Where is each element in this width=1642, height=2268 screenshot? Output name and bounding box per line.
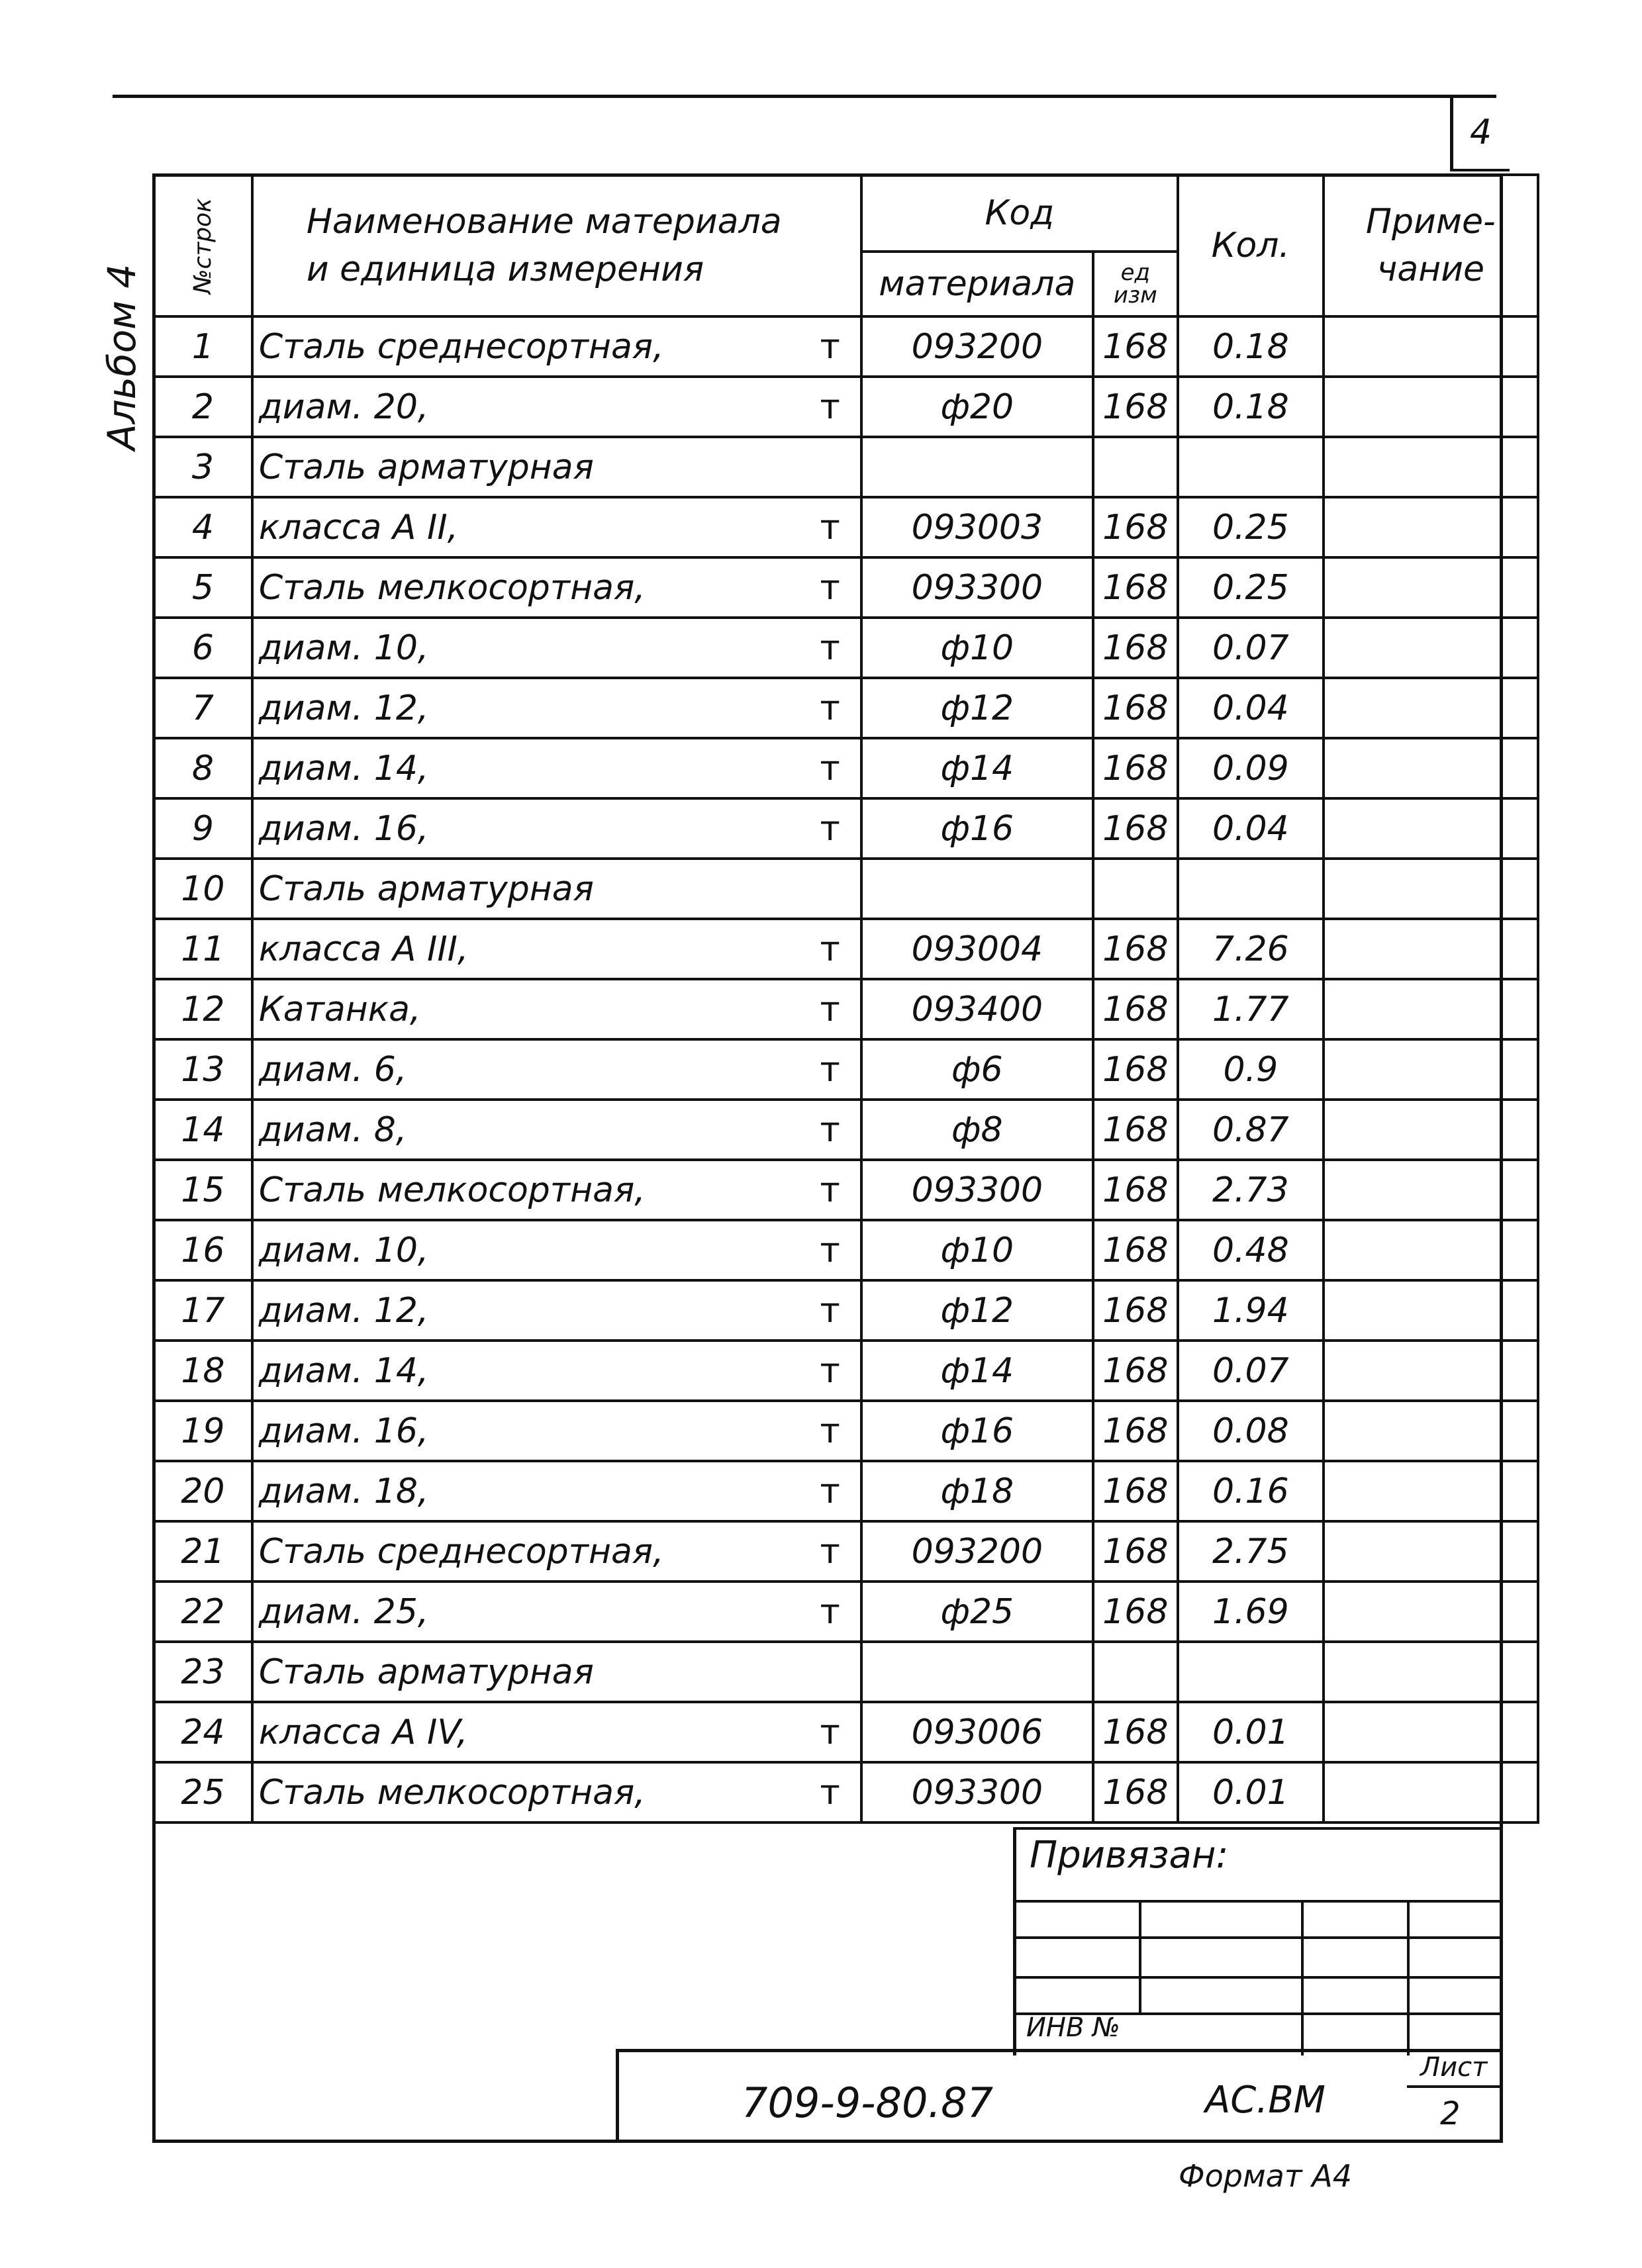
material-code: ф14 [861,738,1093,798]
document-code: АС.ВМ [1205,2079,1326,2122]
material-name-text: диам. 16, [258,1411,429,1451]
unit-abbrev: т [820,387,840,427]
note [1324,437,1538,497]
unit-code: 168 [1093,1341,1178,1401]
stamp-top-border [1013,1827,1503,1830]
unit-abbrev: т [820,628,840,668]
table-row [154,859,1538,919]
title-block-left-border [616,2049,619,2143]
top-border-line [113,95,1496,98]
table-row [154,1160,1538,1220]
format-label: Формат А4 [1179,2158,1352,2194]
note [1324,1160,1538,1220]
table-row [154,678,1538,738]
table-row [154,1762,1538,1822]
row-number: 8 [154,738,252,798]
quantity: 0.48 [1178,1220,1324,1280]
material-code: ф25 [861,1582,1093,1642]
material-name-text: диам. 12, [258,688,429,728]
row-number: 9 [154,798,252,859]
unit-abbrev: т [820,1713,840,1752]
unit-abbrev: т [820,688,840,728]
row-number: 12 [154,979,252,1039]
material-code: ф20 [861,377,1093,437]
quantity: 0.9 [1178,1039,1324,1100]
unit-code: 168 [1093,1160,1178,1220]
unit-code: 168 [1093,1220,1178,1280]
quantity: 2.73 [1178,1160,1324,1220]
material-code: ф10 [861,618,1093,678]
note [1324,1582,1538,1642]
row-number: 19 [154,1401,252,1461]
unit-code: 168 [1093,1280,1178,1341]
material-code: 093004 [861,919,1093,979]
quantity [1178,859,1324,919]
note [1324,1220,1538,1280]
material-code: ф10 [861,1220,1093,1280]
header-code-material: материала [861,252,1093,316]
material-name-text: диам. 25, [258,1591,429,1632]
unit-abbrev: т [820,1351,840,1391]
material-name [252,1039,861,1100]
stamp-grid-line [1013,1936,1503,1939]
unit-code [1093,1642,1178,1702]
material-name [252,1582,861,1642]
material-name [252,1762,861,1822]
album-label: Альбом 4 [99,263,144,450]
stamp-grid-col [1407,1900,1410,2055]
table-row [154,1100,1538,1160]
row-number: 25 [154,1762,252,1822]
header-qty: Кол. [1178,175,1324,316]
page-number-box-base [1450,169,1510,171]
material-code: 093300 [861,1160,1093,1220]
quantity: 1.69 [1178,1582,1324,1642]
note [1324,1702,1538,1762]
quantity: 0.08 [1178,1401,1324,1461]
header-row-no: №строк [154,175,252,316]
note [1324,377,1538,437]
inventory-label: ИНВ № [1026,2012,1120,2043]
material-name-text: диам. 10, [258,628,429,668]
material-name [252,437,861,497]
unit-abbrev: т [820,1592,840,1632]
unit-code: 168 [1093,678,1178,738]
material-code [861,859,1093,919]
header-code: Код [861,175,1178,252]
title-block-top-border [616,2049,1503,2052]
unit-abbrev: т [820,1231,840,1270]
unit-code: 168 [1093,979,1178,1039]
material-name [252,1521,861,1582]
table-row [154,798,1538,859]
material-name-text: Сталь мелкосортная, [258,1170,646,1210]
material-code: 093400 [861,979,1093,1039]
row-number: 15 [154,1160,252,1220]
material-name-text: Сталь мелкосортная, [258,567,646,608]
material-name [252,316,861,377]
material-code: 093300 [861,1762,1093,1822]
quantity: 0.18 [1178,316,1324,377]
table-row [154,738,1538,798]
material-name-text: Сталь арматурная [258,1652,594,1692]
material-spec-table [152,173,1539,1824]
material-code: 093300 [861,557,1093,618]
unit-abbrev: т [820,568,840,608]
material-name-text: класса А IV, [258,1712,468,1752]
material-code: 093200 [861,1521,1093,1582]
material-code: ф14 [861,1341,1093,1401]
row-number: 14 [154,1100,252,1160]
table-row [154,1039,1538,1100]
material-name [252,678,861,738]
note [1324,316,1538,377]
page-number: 4 [1470,113,1492,152]
material-code: ф12 [861,678,1093,738]
row-number: 5 [154,557,252,618]
unit-code [1093,437,1178,497]
table-row [154,979,1538,1039]
unit-code: 168 [1093,557,1178,618]
unit-abbrev: т [820,1532,840,1572]
material-name-text: диам. 12, [258,1290,429,1331]
material-code: ф16 [861,798,1093,859]
note [1324,1642,1538,1702]
unit-code: 168 [1093,1702,1178,1762]
table-row [154,316,1538,377]
material-name [252,1280,861,1341]
stamp-left-border [1013,1827,1016,2055]
unit-abbrev: т [820,508,840,547]
row-number: 13 [154,1039,252,1100]
note [1324,1521,1538,1582]
quantity: 0.01 [1178,1702,1324,1762]
table-row [154,1280,1538,1341]
material-code: ф6 [861,1039,1093,1100]
unit-code: 168 [1093,497,1178,557]
stamp-grid-col [1301,1900,1304,2055]
row-number: 4 [154,497,252,557]
material-name [252,798,861,859]
row-number: 7 [154,678,252,738]
material-code: ф18 [861,1461,1093,1521]
unit-abbrev: т [820,990,840,1029]
quantity: 2.75 [1178,1521,1324,1582]
note [1324,557,1538,618]
material-name [252,1642,861,1702]
row-number: 3 [154,437,252,497]
document-number: 709-9-80.87 [742,2079,994,2127]
table-row [154,1401,1538,1461]
note [1324,859,1538,919]
unit-code: 168 [1093,798,1178,859]
material-name [252,497,861,557]
material-name [252,979,861,1039]
note [1324,919,1538,979]
note [1324,497,1538,557]
material-code: 093200 [861,316,1093,377]
material-name-text: класса А II, [258,507,459,547]
table-row [154,1521,1538,1582]
unit-code: 168 [1093,1762,1178,1822]
material-name [252,738,861,798]
quantity: 0.16 [1178,1461,1324,1521]
header-code-unit: ед изм [1093,252,1178,316]
unit-code: 168 [1093,316,1178,377]
material-name-text: диам. 14, [258,1350,429,1391]
material-name-text: диам. 8, [258,1110,407,1150]
material-name-text: диам. 16, [258,808,429,849]
stamp-grid-line [1013,1900,1503,1903]
table-row [154,1702,1538,1762]
quantity [1178,1642,1324,1702]
row-number: 2 [154,377,252,437]
unit-abbrev: т [820,327,840,367]
material-name-text: Сталь арматурная [258,447,594,487]
unit-code: 168 [1093,1100,1178,1160]
row-number: 16 [154,1220,252,1280]
quantity: 0.25 [1178,497,1324,557]
unit-code: 168 [1093,919,1178,979]
material-name-text: диам. 14, [258,748,429,788]
material-name-text: Сталь мелкосортная, [258,1772,646,1813]
material-name [252,1341,861,1401]
material-name-text: Сталь среднесортная, [258,1531,664,1572]
material-name [252,1100,861,1160]
table-row [154,1220,1538,1280]
sheet-label: Лист [1420,2052,1488,2083]
note [1324,1461,1538,1521]
note [1324,1401,1538,1461]
note [1324,1762,1538,1822]
unit-abbrev: т [820,809,840,849]
material-code: 093006 [861,1702,1093,1762]
material-code: ф8 [861,1100,1093,1160]
row-number: 1 [154,316,252,377]
material-name [252,377,861,437]
note [1324,1100,1538,1160]
material-name [252,919,861,979]
quantity: 0.01 [1178,1762,1324,1822]
table-row [154,557,1538,618]
row-number: 22 [154,1582,252,1642]
unit-code: 168 [1093,1582,1178,1642]
row-number: 23 [154,1642,252,1702]
material-name-text: диам. 10, [258,1230,429,1270]
sheet-number: 2 [1440,2095,1461,2132]
unit-code: 168 [1093,618,1178,678]
quantity: 0.04 [1178,678,1324,738]
unit-abbrev: т [820,1110,840,1150]
stamp-grid-line [1013,1976,1503,1979]
row-number: 6 [154,618,252,678]
row-number: 10 [154,859,252,919]
material-code: 093003 [861,497,1093,557]
material-name [252,1401,861,1461]
material-name [252,1461,861,1521]
material-code [861,437,1093,497]
header-row-1 [154,175,1538,252]
unit-code [1093,859,1178,919]
table-row [154,618,1538,678]
header-name: Наименование материала и единица измерения [252,175,861,316]
note [1324,1039,1538,1100]
material-code [861,1642,1093,1702]
note [1324,738,1538,798]
row-number: 20 [154,1461,252,1521]
note [1324,979,1538,1039]
material-name [252,1220,861,1280]
note [1324,618,1538,678]
row-number: 17 [154,1280,252,1341]
row-number: 18 [154,1341,252,1401]
page-number-box-divider [1450,95,1453,171]
material-code: ф16 [861,1401,1093,1461]
quantity: 0.07 [1178,618,1324,678]
quantity: 0.25 [1178,557,1324,618]
quantity: 1.94 [1178,1280,1324,1341]
material-name-text: Катанка, [258,989,421,1029]
unit-code: 168 [1093,1461,1178,1521]
material-name-text: диам. 20, [258,387,429,427]
material-name [252,618,861,678]
table-row [154,437,1538,497]
material-name-text: диам. 18, [258,1471,429,1511]
note [1324,1280,1538,1341]
quantity: 1.77 [1178,979,1324,1039]
table-row [154,1461,1538,1521]
unit-abbrev: т [820,1411,840,1451]
header-note: Приме- чание [1324,175,1538,316]
sheet-label-divider [1407,2085,1503,2088]
table-row [154,919,1538,979]
bound-label: Привязан: [1030,1834,1229,1877]
material-name [252,859,861,919]
table-row [154,1341,1538,1401]
material-name-text: диам. 6, [258,1049,407,1090]
note [1324,1341,1538,1401]
quantity: 0.18 [1178,377,1324,437]
material-name-text: Сталь среднесортная, [258,326,664,367]
note [1324,798,1538,859]
material-name [252,1160,861,1220]
unit-abbrev: т [820,749,840,788]
unit-abbrev: т [820,1773,840,1813]
material-name-text: Сталь арматурная [258,869,594,909]
quantity [1178,437,1324,497]
row-number: 11 [154,919,252,979]
unit-abbrev: т [820,929,840,969]
unit-abbrev: т [820,1472,840,1511]
unit-code: 168 [1093,738,1178,798]
unit-abbrev: т [820,1170,840,1210]
unit-abbrev: т [820,1050,840,1090]
material-name [252,557,861,618]
quantity: 0.87 [1178,1100,1324,1160]
stamp-grid-col [1139,1900,1141,2012]
unit-code: 168 [1093,1039,1178,1100]
table-row [154,377,1538,437]
note [1324,678,1538,738]
unit-code: 168 [1093,1521,1178,1582]
material-code: ф12 [861,1280,1093,1341]
table-row [154,1582,1538,1642]
unit-code: 168 [1093,377,1178,437]
quantity: 7.26 [1178,919,1324,979]
quantity: 0.07 [1178,1341,1324,1401]
row-number: 24 [154,1702,252,1762]
quantity: 0.04 [1178,798,1324,859]
quantity: 0.09 [1178,738,1324,798]
material-name [252,1702,861,1762]
table-row [154,497,1538,557]
material-name-text: класса А III, [258,929,469,969]
table-row [154,1642,1538,1702]
unit-code: 168 [1093,1401,1178,1461]
row-number: 21 [154,1521,252,1582]
unit-abbrev: т [820,1291,840,1331]
